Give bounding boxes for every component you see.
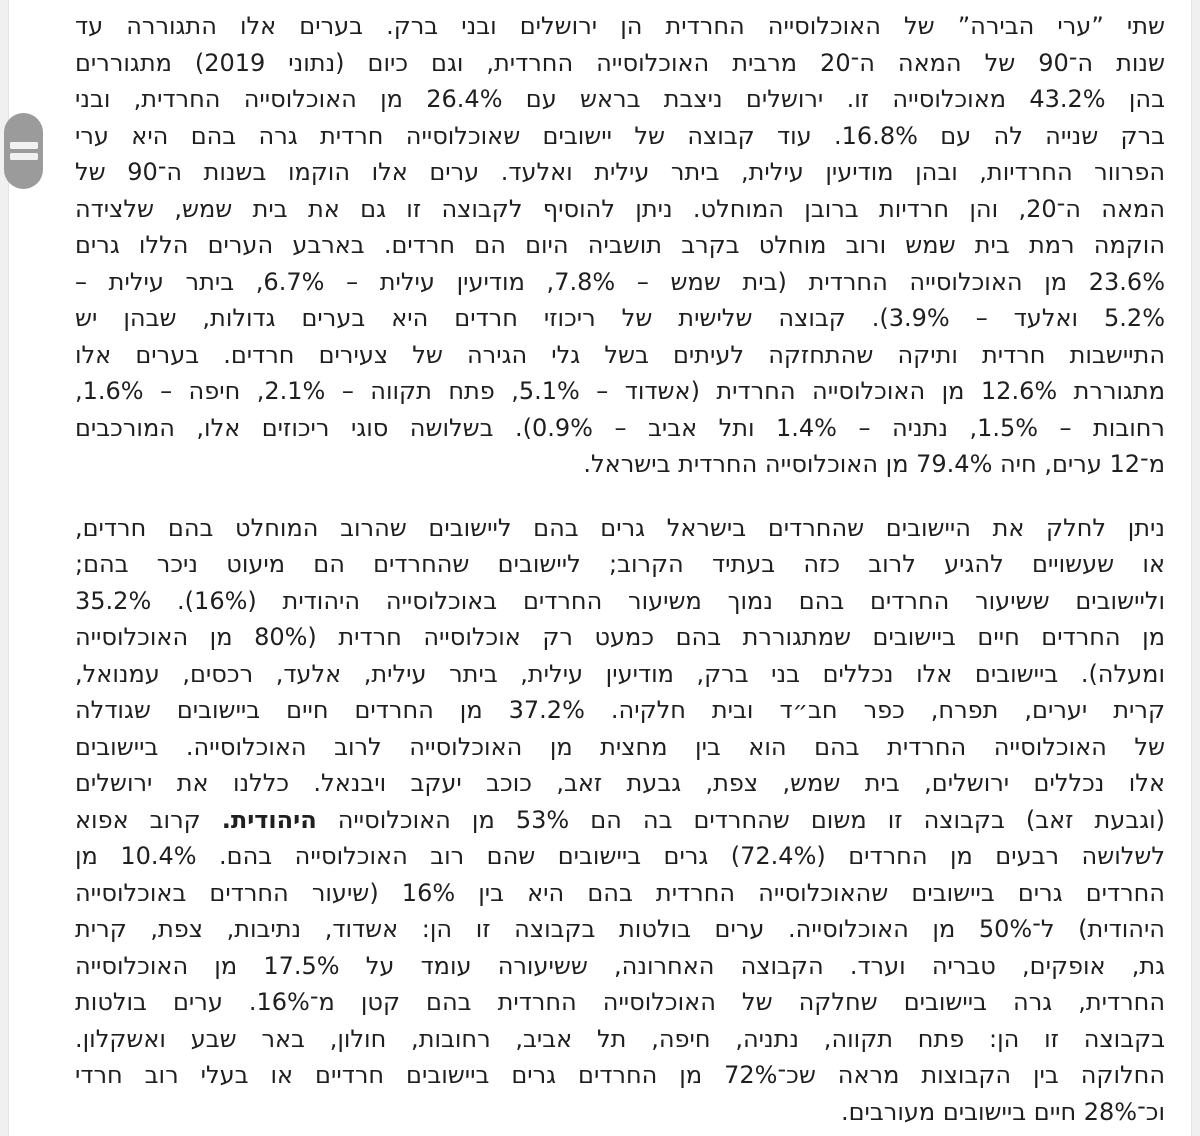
text-line [75,802,1165,839]
text-run: התיישבות חרדית ותיקה שהתחזקה לעיתים בשל גלי הגירה של צעירים חרדים. בערים אלו [75,340,1165,369]
text-run: רחובות – 1.5%, נתניה – 1.4% ותל אביב – 0.9%). בשלושה סוגי ריכוזים אלו, המורכבים [75,413,1165,442]
text-line [75,838,1165,875]
text-run: החרדים גרים ביישובים שהאוכלוסייה החרדית בהם היא בין 16% (שיעור החרדים באוכלוסייה [75,878,1165,907]
article-text [75,8,1165,1130]
text-line [75,410,1165,447]
text-line [75,692,1165,729]
text-run: וכ־28% חיים ביישובים מעורבים. [841,1097,1165,1126]
text-run: גת, אופקים, טבריה וערד. הקבוצה האחרונה, ששיעורה עומד על 17.5% מן האוכלוסייה [75,951,1166,980]
text-line [75,45,1165,82]
text-run: הפרוור החרדיות, ובהן מודיעין עילית, ביתר עילית ואלעד. ערים אלו הוקמו בשנות ה־90 של [75,158,1165,186]
text-run: מן החרדים חיים ביישובים שמתגוררת בהם כמעט רק אוכלוסייה חרדית (80% מן האוכלוסייה [75,623,1165,651]
text-run: קרית יערים, תפרח, כפר חב״ד ובית חלקיה. 37.2% מן החרדים חיים ביישובים שגודלה [75,696,1165,724]
text-run: היהודית) ל־50% מן האוכלוסייה. ערים בולטות בקבוצה זו הן: אשדוד, נתיבות, צפת, קרית [75,915,1165,943]
text-line [75,984,1165,1021]
text-line [75,81,1165,118]
text-line [75,546,1165,583]
text-line [75,729,1165,766]
text-run: הוקמה רמת בית שמש ורוב מוחלט בקרב תושביה היום הם חרדים. בארבע הערים הללו גרים [75,231,1165,259]
grip-line-bottom [10,153,38,160]
text-line [75,948,1165,985]
text-line [75,911,1165,948]
sidebar-toggle-handle[interactable] [4,113,43,189]
text-run: (וגבעת זאב) בקבוצה זו משום שהחרדים בה הם 53% מן האוכלוסייה [316,805,1165,834]
text-line [75,8,1165,45]
text-run: החלוקה בין הקבוצות מראה שכ־72% מן החרדים גרים ביישובים חרדיים או בעלי רוב חרדי [75,1061,1166,1089]
text-line [75,1021,1165,1058]
text-run: קרוב אפוא [75,805,222,834]
text-line [75,373,1165,410]
text-line [75,337,1165,374]
text-run: לשלושה רבעים מן החרדים (72.4%) גרים ביישובים שהם רוב האוכלוסייה בהם. 10.4% מן [75,842,1166,870]
text-line [75,1057,1165,1094]
text-run: שנות ה־90 של המאה ה־20 מרבית האוכלוסייה החרדית, וגם כיום (נתוני 2019) מתגוררים [75,48,1165,77]
text-line [75,875,1165,912]
text-line [75,656,1165,693]
text-line [75,300,1165,337]
grip-line-top [10,142,38,149]
text-run: וליישובים ששיעור החרדים בהם נמוך משיעור החרדים באוכלוסייה היהודית (16%). 35.2% [75,586,1165,615]
text-run: בקבוצה זו הן: פתח תקווה, נתניה, חיפה, תל אביב, רחובות, חולון, באר שבע ואשקלון. [75,1024,1165,1053]
text-line [75,191,1165,228]
text-line [75,154,1165,191]
text-run: או שעשויים להגיע לרוב כזה בעתיד הקרוב; ליישובים שהחרדים הם מיעוט ניכר בהם; [75,550,1165,578]
text-line [75,510,1165,547]
paragraph [75,8,1165,483]
text-run: 5.2% ואלעד – 3.9%). קבוצה שלישית של ריכוזי חרדים היא בערים גדולות, שבהן יש [75,304,1166,332]
text-run: שתי ”ערי הבירה” של האוכלוסייה החרדית הן ירושלים ובני ברק. בערים אלו התגוררה עד [75,12,1165,40]
text-line [75,118,1165,155]
text-run: של האוכלוסייה החרדית בהם הוא בין מחצית מן האוכלוסייה לרוב האוכלוסייה. ביישובים [75,732,1165,761]
text-line [75,227,1165,264]
text-line [75,765,1165,802]
text-line [75,446,1165,483]
text-run: מתגוררת 12.6% מן האוכלוסייה החרדית (אשדוד – 5.1%, פתח תקווה – 2.1%, חיפה – 1.6%, [75,377,1165,405]
text-run: החרדית, גרה ביישובים שחלקה של האוכלוסייה החרדית בהם קטן מ־16%. ערים בולטות [75,988,1165,1016]
text-line [75,619,1165,656]
paragraph [75,510,1165,1131]
text-line [75,264,1165,301]
text-run: ניתן לחלק את היישובים שהחרדים בישראל גרים בהם ליישובים שהרוב המוחלט בהם חרדים, [75,513,1165,542]
text-line [75,1094,1165,1131]
text-run: אלו נכללים ירושלים, בית שמש, צפת, גבעת זאב, כוכב יעקב ויבנאל. כללנו את ירושלים [75,769,1165,797]
text-line [75,583,1165,620]
right-gutter [1191,0,1200,1136]
text-run: 23.6% מן האוכלוסייה החרדית (בית שמש – 7.8%, מודיעין עילית – 6.7%, ביתר עילית – [75,267,1166,296]
text-run: ברק שנייה לה עם 16.8%. עוד קבוצה של יישובים שאוכלוסייה חרדית גרה בהם היא ערי [75,121,1165,150]
text-run: ומעלה). ביישובים אלו נכללים בני ברק, מודיעין עילית, ביתר עילית, אלעד, רכסים, עמנואל, [75,659,1165,688]
bold-text-run: היהודית. [221,805,317,834]
text-run: מ־12 ערים, חיה 79.4% מן האוכלוסייה החרדית בישראל. [583,450,1165,478]
text-run: בהן 43.2% מאוכלוסייה זו. ירושלים ניצבת בראש עם 26.4% מן האוכלוסייה החרדית, ובני [75,85,1165,113]
text-run: המאה ה־20, והן חרדיות ברובן המוחלט. ניתן להוסיף לקבוצה זו גם את בית שמש, שלצידה [75,194,1166,223]
